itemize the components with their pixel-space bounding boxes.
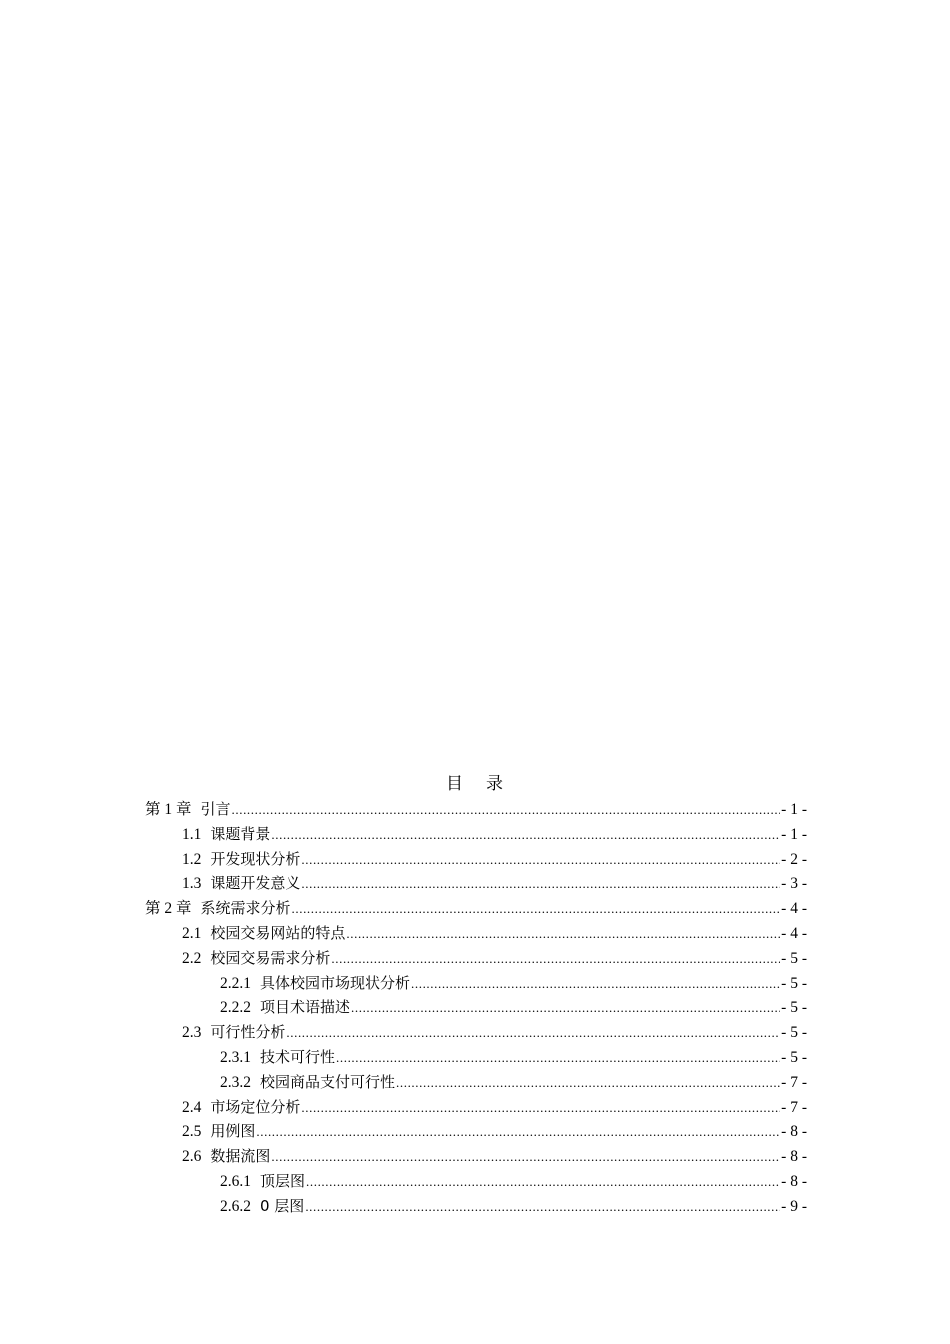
toc-entry-page: - 7 - [781,1073,807,1091]
toc-entry-number: 2.5 [182,1123,202,1141]
toc-entry-number: 2.4 [182,1098,202,1116]
toc-dot-leader [411,972,780,997]
toc-entry-title: 市场定位分析 [210,1097,301,1116]
toc-entry[interactable] [145,946,807,971]
toc-dot-leader [346,922,780,947]
toc-dot-leader [256,1120,780,1145]
toc-entry-number: 2.3.1 [220,1048,251,1066]
toc-entry-title: 开发现状分析 [210,849,301,868]
toc-entry-title: 顶层图 [260,1171,306,1190]
toc-dot-leader [301,1096,780,1121]
toc-dot-leader [301,872,780,897]
toc-entry[interactable] [145,1169,807,1194]
toc-entry-page: - 5 - [781,999,807,1017]
toc-entry[interactable] [145,1045,807,1070]
toc-entry-title: 校园交易需求分析 [210,948,331,967]
toc-dot-leader [286,1021,780,1046]
toc-entry-number: 2.2 [182,949,202,967]
toc-entry-number: 2.6.2 [220,1197,251,1215]
toc-entry-number: 2.3.2 [220,1073,251,1091]
toc-entry[interactable] [145,971,807,996]
toc-entry-number: 1.1 [182,825,202,843]
toc-entry-number: 2.2.2 [220,999,251,1017]
toc-entry-title: 用例图 [210,1122,256,1141]
toc-dot-leader [331,947,780,972]
toc-entry-number: 1.2 [182,850,202,868]
toc-dot-leader [271,1145,780,1170]
toc-title [0,772,950,796]
toc-entry[interactable] [145,1119,807,1144]
toc-entry-page: - 1 - [781,825,807,843]
toc-entry-number: 2.3 [182,1024,202,1042]
toc-entry-title: 可行性分析 [210,1023,286,1042]
toc-entry-title: 系统需求分析 [200,899,291,918]
toc-entry-title: 课题开发意义 [210,874,301,893]
toc-entry-number: 2.1 [182,924,202,942]
toc-entry[interactable] [145,1070,807,1095]
toc-entry-number: 第 1 章 [145,801,192,818]
toc-entry[interactable] [145,1095,807,1120]
toc-entry-page: - 8 - [781,1148,807,1166]
toc-title-part1: 目 [446,774,464,794]
toc-entry[interactable] [145,1020,807,1045]
toc-entry-title: 校园商品支付可行性 [260,1072,396,1091]
toc-entry-title: 项目术语描述 [260,998,351,1017]
toc-dot-leader [306,1170,780,1195]
toc-entry-title: 数据流图 [210,1147,271,1166]
toc-dot-leader [351,996,780,1021]
toc-dot-leader [336,1046,780,1071]
toc-entry-title: 校园交易网站的特点 [210,923,346,942]
toc-entry-page: - 2 - [781,850,807,868]
toc-entry-number: 2.2.1 [220,974,251,992]
toc-entry-number: 第 2 章 [145,900,192,918]
toc-entry[interactable] [145,896,807,921]
toc-entry[interactable] [145,995,807,1020]
toc-title-part2: 录 [486,774,504,794]
toc-entry[interactable] [145,822,807,847]
toc-dot-leader [271,823,780,848]
toc-entry-page: - 5 - [781,1024,807,1042]
toc-dot-leader [301,848,780,873]
toc-entry-page: - 8 - [781,1172,807,1190]
toc-dot-leader [232,798,781,823]
toc-entry-title: 课题背景 [210,824,271,843]
toc-entry-page: - 7 - [781,1098,807,1116]
toc-entry-page: - 5 - [781,1048,807,1066]
toc-entry[interactable] [145,1194,807,1219]
toc-entry-number: 2.6.1 [220,1172,251,1190]
toc-entry[interactable] [145,1144,807,1169]
toc-entry-page: - 3 - [781,875,807,893]
toc-entry-title: 技术可行性 [260,1047,336,1066]
toc-dot-leader [305,1195,780,1220]
toc-entry[interactable] [145,797,807,822]
toc-entry-title: 引言 [200,800,231,818]
toc-entry-page: - 1 - [781,801,807,818]
toc-entry-number: 1.3 [182,875,202,893]
toc-entry-page: - 5 - [781,949,807,967]
toc-entry[interactable] [145,847,807,872]
toc-entry[interactable] [145,871,807,896]
toc-entry-title: 0 层图 [260,1196,305,1215]
toc-dot-leader [292,897,781,922]
toc-entry-page: - 8 - [781,1123,807,1141]
toc-entry[interactable] [145,921,807,946]
toc-entry-page: - 5 - [781,974,807,992]
toc-entry-number: 2.6 [182,1148,202,1166]
toc-entry-title: 具体校园市场现状分析 [260,973,411,992]
toc-dot-leader [396,1071,780,1096]
table-of-contents [145,797,807,1219]
toc-entry-page: - 4 - [781,924,807,942]
toc-entry-page: - 9 - [781,1197,807,1215]
toc-entry-page: - 4 - [781,900,807,918]
